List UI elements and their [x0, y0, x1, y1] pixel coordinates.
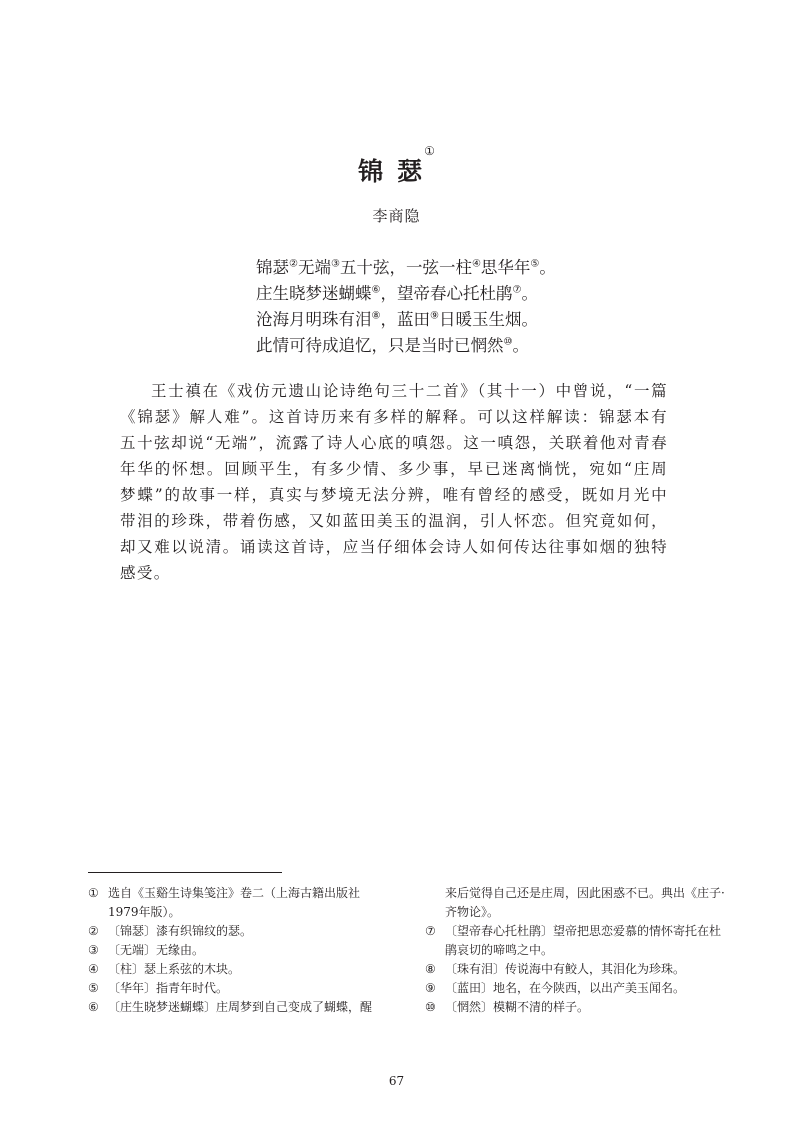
poem-line	[256, 333, 676, 359]
footnotes-left-column	[88, 884, 388, 1017]
footnote-item	[88, 884, 388, 922]
poem-text: 。	[539, 258, 556, 277]
commentary-paragraph: 王士禛在《戏仿元遗山论诗绝句三十二首》（其十一）中曾说，“一篇《锦瑟》解人难”。这首诗历来有多样的解释。可以这样解读：锦瑟本有五十弦却说“无端”，流露了诗人心底的嗔怨。这一嗔怨，关联着他对青春年华的怀想。回顾平生，有多少情、多少事，早已迷离惝恍，宛如“庄周梦蝶”的故事一样，真实与梦境无法分辨，唯有曾经的感受，既如月光中带泪的珍珠，带着伤感，又如蓝田美玉的温润，引人怀恋。但究竟如何，却又难以说清。诵读这首诗，应当仔细体会诗人如何传达往事如烟的独特感受。	[120, 382, 668, 582]
footnote-item	[88, 922, 388, 941]
footnote-text: 〔华年〕指青年时代。	[108, 981, 229, 995]
poem-text: 无端	[297, 258, 331, 277]
poem-body	[256, 255, 676, 359]
footnote-number: ①	[88, 886, 99, 900]
page-number: 67	[388, 1074, 405, 1088]
footnote-item	[88, 979, 388, 998]
poem-text: 沧海月明珠有泪	[256, 310, 372, 329]
footnote-number: ⑥	[88, 1000, 99, 1014]
footnote-divider	[88, 872, 282, 873]
footnote-number: ⑨	[425, 981, 436, 995]
poem-line	[256, 255, 676, 281]
footnotes-right-column	[425, 884, 725, 1017]
poem-text: 庄生晓梦迷蝴蝶	[256, 284, 372, 303]
footnote-number: ⑧	[425, 962, 436, 976]
footnote-item	[425, 998, 725, 1017]
footnote-number: ②	[88, 924, 99, 938]
footnote-text: 选自《玉谿生诗集笺注》卷二（上海古籍出版社1979年版）。	[108, 886, 361, 919]
footnote-number: ⑩	[425, 1000, 436, 1014]
footnote-number: ④	[88, 962, 99, 976]
poem-title	[0, 144, 793, 188]
footnote-number: ③	[88, 943, 99, 957]
poem-text: ，望帝春心托杜鹃	[380, 284, 513, 303]
poem-text: 日暖玉生烟。	[438, 310, 538, 329]
footnote-marker: ⑥	[371, 284, 381, 296]
poem-text: 五十弦，一弦一柱	[339, 258, 472, 277]
poem-text: 锦瑟	[256, 258, 289, 277]
poem-text: 思华年	[480, 258, 531, 277]
footnote-item	[425, 960, 725, 979]
footnote-text: 〔望帝春心托杜鹃〕望帝把思恋爱慕的情怀寄托在杜鹃哀切的啼鸣之中。	[445, 924, 722, 957]
footnote-marker: ⑦	[512, 284, 522, 296]
footnote-marker: ⑧	[371, 310, 381, 322]
title-footnote-marker: ①	[424, 144, 435, 158]
footnote-marker: ④	[471, 258, 481, 270]
poem-author: 李商隐	[372, 207, 421, 225]
footnote-text: 〔柱〕瑟上系弦的木块。	[108, 962, 241, 976]
footnote-item	[425, 922, 725, 960]
footnote-marker: ③	[330, 258, 340, 270]
footnote-item	[425, 979, 725, 998]
poem-text: 。	[512, 336, 529, 355]
poem-line	[256, 307, 676, 333]
footnote-text: 〔庄生晓梦迷蝴蝶〕庄周梦到自己变成了蝴蝶，醒	[108, 1000, 373, 1014]
footnote-item	[88, 998, 388, 1017]
footnote-marker: ⑤	[530, 258, 540, 270]
footnote-item	[88, 941, 388, 960]
poem-text: 。	[521, 284, 538, 303]
poem-title-text: 锦瑟	[358, 157, 437, 186]
footnote-text: 〔锦瑟〕漆有织锦纹的瑟。	[108, 924, 253, 938]
footnote-number: ⑦	[425, 924, 436, 938]
footnote-marker: ②	[289, 258, 298, 270]
footnote-marker: ⑩	[503, 336, 513, 348]
footnote-number: ⑤	[88, 981, 99, 995]
poem-line	[256, 281, 676, 307]
footnote-6-continued: 来后觉得自己还是庄周，因此困惑不已。典出《庄子·齐物论》。	[445, 886, 725, 919]
poem-text: ，蓝田	[380, 310, 430, 329]
footnote-text: 〔蓝田〕地名，在今陕西，以出产美玉闻名。	[445, 981, 686, 995]
footnote-item	[88, 960, 388, 979]
footnote-text: 〔惘然〕模糊不清的样子。	[445, 1000, 590, 1014]
footnote-text: 〔珠有泪〕传说海中有鲛人，其泪化为珍珠。	[445, 962, 686, 976]
poem-text: 此情可待成追忆，只是当时已惘然	[256, 336, 504, 355]
footnote-text: 〔无端〕无缘由。	[108, 943, 205, 957]
footnote-marker: ⑨	[429, 310, 439, 322]
